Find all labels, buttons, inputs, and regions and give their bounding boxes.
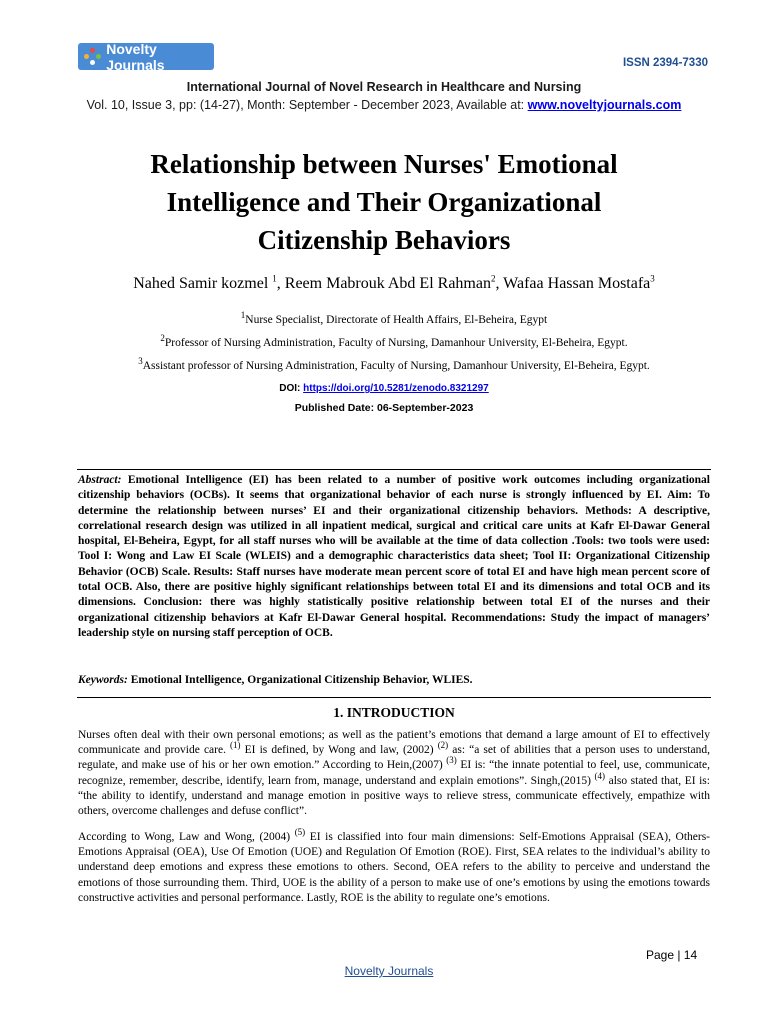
citation-mark: (2) — [437, 740, 449, 751]
abstract-bottom-rule — [77, 697, 711, 698]
journal-name: International Journal of Novel Research in Healthcare and Nursing — [186, 80, 582, 94]
paragraph-text: EI is defined, by Wong and law, (2002) — [240, 744, 438, 757]
affiliation-text: Professor of Nursing Administration, Faculty of Nursing, Damanhour University, El-Beheira, Egypt. — [164, 337, 628, 349]
abstract-label: Abstract: — [78, 474, 122, 486]
author-name: , Wafaa Hassan Mostafa — [495, 275, 651, 292]
author-list — [0, 275, 768, 293]
doi-label: DOI: — [279, 383, 304, 394]
keywords-label: Keywords: — [78, 674, 128, 686]
affiliation-2 — [0, 333, 768, 349]
journal-meta — [0, 98, 768, 112]
affiliation-text: Nurse Specialist, Directorate of Health Affairs, El-Beheira, Egypt — [245, 314, 548, 326]
abstract-top-rule — [77, 469, 711, 470]
paragraph-text: as: “a set of abilities that a person uses to understand, regulate, and make use of his or her own emotion.” According to Hein,(2007) — [78, 744, 710, 772]
author-affiliation-mark: 3 — [650, 273, 655, 284]
title-line: Relationship between Nurses' Emotional — [150, 149, 618, 179]
keywords — [78, 674, 710, 686]
intro-paragraph-2 — [78, 827, 710, 906]
doi-line — [0, 383, 768, 394]
paragraph-text: also stated that, EI is: “the ability to identify, understand and manage emotion in positive ways to relieve stress, communicate effectively, empathize with others, overcome challenges and defuse conflict”. — [78, 774, 710, 818]
doi-link[interactable]: https://doi.org/10.5281/zenodo.8321297 — [303, 383, 489, 394]
journal-logo[interactable] — [78, 40, 214, 73]
title-line: Citizenship Behaviors — [257, 225, 511, 255]
intro-paragraph-1 — [78, 728, 710, 819]
logo-text: Novelty Journals — [106, 40, 165, 73]
author-name: , Reem Mabrouk Abd El Rahman — [276, 275, 491, 292]
paragraph-text: According to Wong, Law and Wong, (2004) — [78, 831, 295, 843]
page-number: Page | 14 — [646, 948, 698, 962]
affiliation-mark: 3 — [138, 356, 143, 367]
citation-mark: (1) — [230, 740, 241, 751]
affiliation-mark: 1 — [240, 310, 246, 321]
abstract — [78, 473, 710, 641]
affiliation-3 — [0, 356, 768, 372]
paragraph-text: EI is classified into four main dimensions: Self-Emotions Appraisal (SEA), Others-Emotions Appraisal (OEA), Use Of Emotion (UOE) and Regulation Of Emotion (ROE). First, SEA relates to the individual’s ability to understand deep emotions and express these emotions to others. Second, OEA refers to the ability to perceive and understand the emotions of those surrounding them. Third, UOE is the ability of a person to make use of one’s emotions by using the emotions towards constructive activities and personal performance. Lastly, ROE is the ability to regulate one’s emotions. — [78, 831, 710, 904]
author-affiliation-mark: 2 — [490, 273, 496, 284]
published-date: Published Date: 06-September-2023 — [294, 402, 474, 414]
logo-dots-icon — [84, 48, 101, 66]
paragraph-text: Nurses often deal with their own personal emotions; as well as the patient’s emotions that demand a large amount of EI to effectively communicate and provide care. — [78, 729, 710, 757]
section-heading-introduction: 1. INTRODUCTION — [333, 705, 455, 720]
issn-number: ISSN 2394-7330 — [622, 57, 708, 69]
article-title — [90, 145, 678, 259]
abstract-text: Emotional Intelligence (EI) has been related to a number of positive work outcomes including organizational citizenship behaviors (OCBs). It seems that organizational behavior of each nurse is strongly influenced by EI. Aim: To determine the relationship between nurses’ EI and their organizational citizenship behaviors. Methods: A descriptive, correlational research design was utilized in all inpatient medical, surgical and critical care units at Kafr El-Dawar General hospital, El-Beheira, Egypt, for all staff nurses who will be available at the time of data collection .Tools: two tools were used: Tool I: Wong and Law EI Scale (WLEIS) and a demographic characteristics data sheet; Tool II: Organizational Citizenship Behavior (OCB) Scale. Results: Staff nurses have moderate mean percent score of total EI and have high mean percent score of total OCB. Also, there are positive highly significant relationships between total EI and its dimensions and total OCB and its dimensions. Conclusion: there was highly statistically positive relationship between total EI of the nurses and their organizational citizenship behaviors at Kafr El-Dawar General hospital. Recommendations: Study the impact of managers’ leadership style on nursing staff perception of OCB. — [78, 474, 710, 639]
journal-meta-text: Vol. 10, Issue 3, pp: (14-27), Month: September - December 2023, Available at: — [86, 98, 528, 112]
affiliation-1 — [0, 310, 768, 326]
title-line: Intelligence and Their Organizational — [166, 187, 602, 217]
author-name: Nahed Samir kozmel — [133, 275, 273, 292]
footer-journal-link[interactable]: Novelty Journals — [344, 964, 434, 978]
citation-mark: (5) — [294, 827, 306, 838]
journal-url-link[interactable]: www.noveltyjournals.com — [527, 98, 682, 112]
author-affiliation-mark: 1 — [272, 273, 277, 284]
citation-mark: (4) — [594, 770, 606, 781]
keywords-text: Emotional Intelligence, Organizational Citizenship Behavior, WLIES. — [127, 674, 473, 686]
affiliation-mark: 2 — [160, 333, 165, 344]
paragraph-text: EI is: “the innate potential to feel, use, communicate, recognize, remember, describe, identify, learn from, manage, understand and explain emotions”. Singh,(2015) — [78, 759, 710, 787]
citation-mark: (3) — [446, 755, 457, 766]
affiliation-text: Assistant professor of Nursing Administration, Faculty of Nursing, Damanhour University, El-Beheira, Egypt. — [142, 360, 650, 372]
